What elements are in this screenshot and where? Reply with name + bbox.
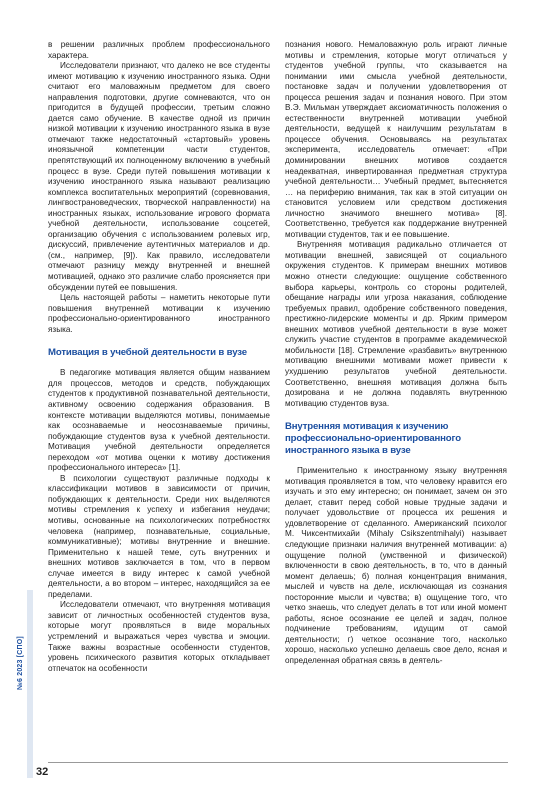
paragraph: В педагогике мотивация является общим названием для процессов, методов и средств, побуждающих студентов к продуктивной познавательной деятельности, активному освоению содержания образования. В контексте мотивации выделяются мотивы, понимаемые как осознаваемые и неосознаваемые причины, побуждающие студентов вуза к учебной деятельности. Мотивация учебной деятельности определяется переходом «от мотива оценки к мотиву достижения профессионального интереса» [1]. bbox=[48, 368, 270, 473]
paragraph: В психологии существуют различные подходы к классификации мотивов в зависимости от причин, побуждающих к деятельности. Среди них выделяются мотивы стремления к успеху и избегания неудачи; мотивы, основанные на психологических потребностях человека (например, познавательные, социальные, коммуникативные); мотивы внутренние и внешние. Применительно к нашей теме, суть внутренних и внешних мотивов заключается в том, что в первом случае имеется в виду интерес к самой учебной деятельности, а во втором – интерес, находящийся за ее пределами. bbox=[48, 473, 270, 599]
right-column bbox=[285, 40, 507, 667]
left-column bbox=[48, 40, 270, 674]
paragraph: Внутренняя мотивация радикально отличается от мотивации внешней, зависящей от социального окружения студентов. К примерам внешних мотивов можно отнести следующие: ощущение собственного выбора карьеры, контроль со стороны родителей, обещание награды или угроза наказания, соблюдение требуемых правил, одобрение собственного поведения, престижно-лидерские моменты и др. Ярким примером внешних мотивов учебной деятельности в вузе может служить участие студентов в программе академической мобильности [18]. Стремление «разбавить» внутреннюю мотивацию внешними мотивами может привести к ухудшению результатов учебной деятельности. Соответственно, внешняя мотивация должна быть дозирована и не должна подавлять внутреннюю мотивацию студентов вуза. bbox=[285, 240, 507, 408]
paragraph: в решении различных проблем профессионального характера. bbox=[48, 40, 270, 60]
section-heading: Внутренняя мотивация к изучению профессионально-ориентированного иностранного языка в вузе bbox=[285, 421, 461, 457]
issue-label: №6 2023 [СПО] bbox=[17, 636, 24, 690]
paragraph: Исследователи отмечают, что внутренняя мотивация зависит от личностных особенностей студентов вуза, которые могут проявляться в виде моральных устремлений и выражаться через чувства и эмоции. Также важны возрастные особенности студентов, уровень психического развития которых откладывает отпечаток на особенности bbox=[48, 600, 270, 673]
page-number: 32 bbox=[36, 766, 49, 778]
side-accent-bar bbox=[27, 590, 33, 778]
paragraph: Применительно к иностранному языку внутренняя мотивация проявляется в том, что человеку нравится его изучать и это ему интересно; он понимает, зачем он это делает, ставит перед собой новые трудные задачи и получает удовольствие от процесса их решения и удовлетворение от сделанного. Американский психолог М. Чиксентмихайи (Mihaly Csikszentmihalyi) называет следующие признаки наличия внутренней мотивации: а) ощущение полной (умственной и физической) включенности в свою деятельность, в то, что в данный момент делаешь; б) полная концентрация внимания, мыслей и чувств на деле, исключающая из сознания посторонние мысли и чувства; в) ощущение того, что четко знаешь, что следует делать в тот или иной момент работы, ясное осознание ее целей и задач, полное подчинение требованиям, идущим от самой деятельности; г) четкое осознание того, насколько хорошо, насколько успешно делаешь свое дело, ясная и определенная обратная связь в деятель- bbox=[285, 466, 507, 665]
paragraph: Исследователи признают, что далеко не все студенты имеют мотивацию к изучению иностранного языка. Одни считают его маловажным предметом для своего направления подготовки, другие сомневаются, что он пригодится в будущей профессии, третьим сложно дается само обучение. В качестве одной из причин низкой мотивации к изучению иностранного языка в вузе отмечают также недостаточный «стартовый» уровень иноязычной компетенции части студентов, препятствующий их полноценному включению в учебный процесс в вузе. Среди путей повышения мотивации к изучению иностранного языка называют реализацию комплекса воспитательных мероприятий (соревнования, лингвострановедческих, творческой направленности) на иностранных языках, использование игрового формата учебной деятельности, использование соцсетей, организацию обучения с использованием ролевых игр, дискуссий, привлечение аутентичных материалов и др. (см., например, [9]). Как правило, исследователи отмечают разницу между внутренней и внешней мотивацией, однако это различие слабо проясняется при обсуждении путей ее повышения. bbox=[48, 61, 270, 292]
section-heading: Мотивация в учебной деятельности в вузе bbox=[48, 347, 247, 359]
paragraph: познания нового. Немаловажную роль играют личные мотивы и стремления, которые могут отличаться у студентов учебной группы, что сказывается на понимании ими смысла учебной деятельности, постановке задач и получении удовлетворения от процесса решения задач и познания нового. При этом В.Э. Мильман утверждает аксиоматичность положения о естественности внутренней мотивации учебной деятельности, ведущей к наилучшим результатам в процессе обучения. Основываясь на результатах эксперимента, исследователь отмечает: «При доминировании внешних мотивов создается неадекватная, инвертированная предметная структура учебной деятельности… Учебный предмет, вытесняется … на периферию внимания, так как в этой ситуации он становится условием или средством достижения личностно значимого внешнего мотива» [8]. Соответственно, требуется как поддержание внутренней мотивации студентов, так и ее повышение. bbox=[285, 40, 507, 239]
paragraph: Цель настоящей работы – наметить некоторые пути повышения внутренней мотивации к изучению профессионально-ориентированного иностранного языка. bbox=[48, 293, 270, 334]
footer-rule bbox=[48, 762, 508, 763]
